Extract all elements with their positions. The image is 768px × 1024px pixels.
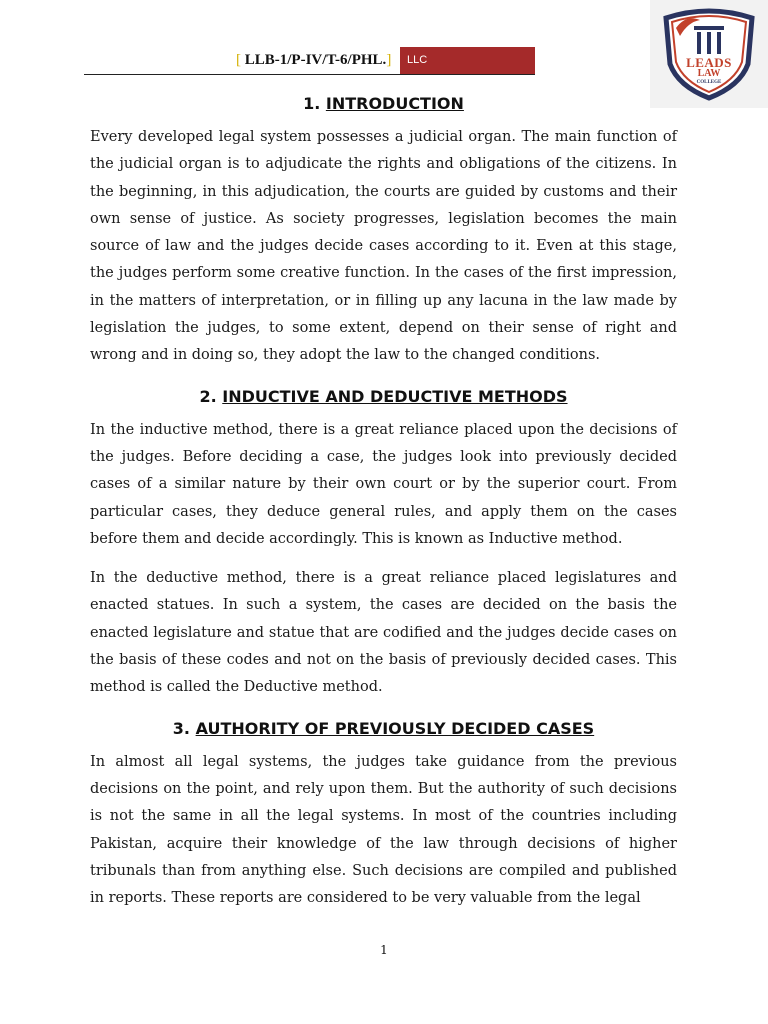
paragraph: Every developed legal system possesses a judicial organ. The main function of the judicial organ is to adjudicate the rights and obligations of the citizens. In the beginning, in this adjudication, the courts are guided by customs and their own sense of justice. As society progresses, legislation becomes the main source of law and the judges decide cases according to it. Even at this stage, the judges perform some creative function. In the cases of the first impression, in the matters of interpretation, or in filling up any lacuna in the law made by legislation the judges, to some extent, depend on their sense of right and wrong and in doing so, they adopt the law to the changed conditions.: [90, 129, 677, 364]
logo-line-1: LEADS: [686, 55, 732, 70]
section-title: INTRODUCTION: [325, 94, 464, 113]
section-heading-methods: [90, 387, 677, 406]
header-tag: LLC: [400, 47, 535, 74]
logo-line-3: COLLEGE: [696, 80, 722, 85]
paragraph: In the inductive method, there is a great reliance placed upon the decisions of the judges. Before deciding a case, the judges look into previously decided cases of a similar nature by their own court or by the superior court. From particular cases, they deduce general rules, and apply them on the cases before them and decide accordingly. This is known as Inductive method.: [90, 421, 677, 547]
bracket-open: [: [236, 52, 241, 68]
section-number: 2.: [199, 386, 217, 406]
section-number: 1.: [303, 94, 321, 113]
paragraph: In the deductive method, there is a great reliance placed legislatures and enacted statues. In such a system, the cases are decided on the basis the enacted legislature and statue that are codified and the judges decide cases on the basis of these codes and not on the basis of previously decided cases. This method is called the Deductive method.: [90, 570, 677, 696]
header-rule: [84, 74, 535, 75]
section-heading-introduction: [90, 94, 677, 113]
section-title: INDUCTIVE AND DEDUCTIVE METHODS: [222, 386, 568, 406]
document-code-text: LLB-1/P-IV/T-6/PHL.: [244, 52, 387, 68]
bracket-close: ]: [386, 52, 392, 68]
document-body: [90, 90, 677, 912]
section-title: AUTHORITY OF PREVIOUSLY DECIDED CASES: [195, 718, 595, 738]
logo-line-2: LAW: [697, 68, 721, 79]
page-number: 1: [380, 943, 388, 957]
document-code: [236, 52, 391, 72]
paragraph: In almost all legal systems, the judges take guidance from the previous decisions on the point, and rely upon them. But the authority of such decisions is not the same in all the legal systems. In most of the countries including Pakistan, acquire their knowledge of the law through decisions of higher tribunals than from anything else. Such decisions are compiled and published in reports. These reports are considered to be very valuable from the legal: [90, 753, 677, 907]
shield-crest-icon: [656, 6, 762, 102]
section-number: 3.: [172, 718, 191, 738]
section-heading-authority: [90, 719, 677, 738]
